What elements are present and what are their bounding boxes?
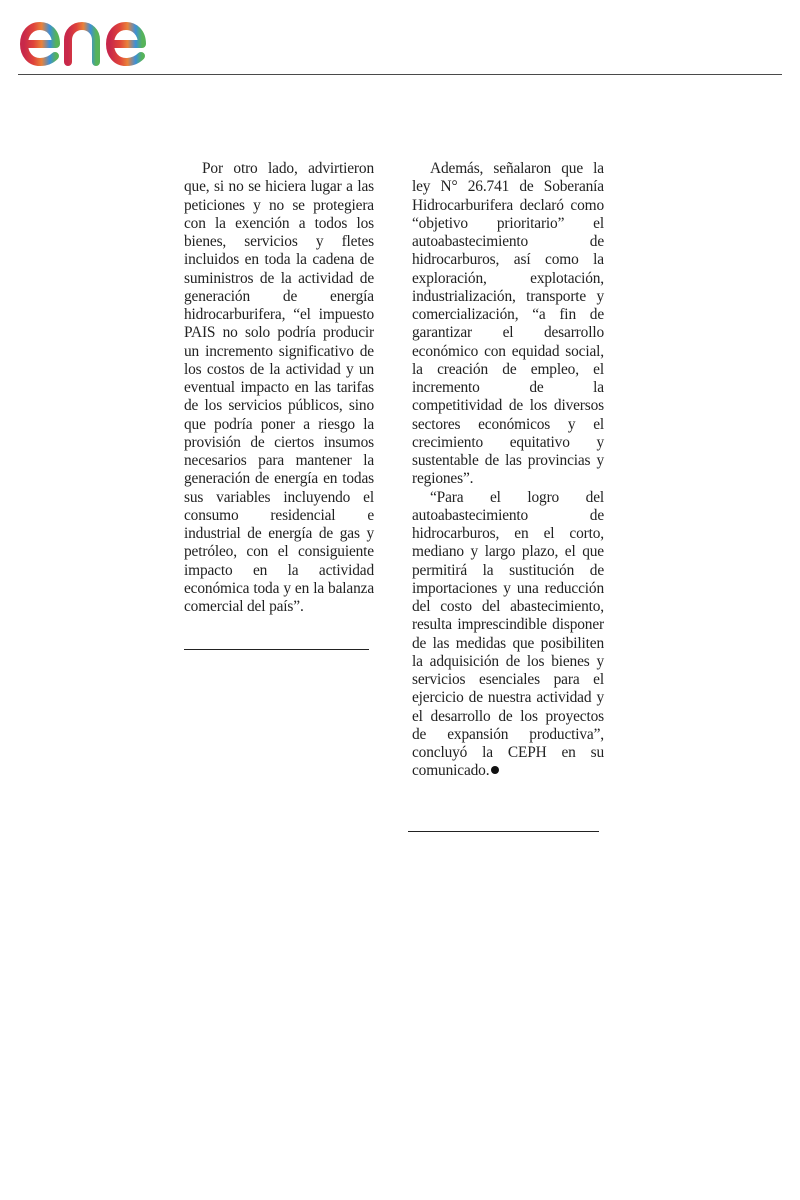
enel-logo xyxy=(18,4,180,68)
article-paragraph: “Para el logro del autoabastecimiento de hidrocarburos, en el corto, mediano y largo plazo, el que permitirá la sustitución de importaciones y una reducción del costo del abastecimiento, resulta imprescindible disponer de las medidas que posibiliten la adquisición de los bienes y servicios esenciales para el ejercicio de nuestra actividad y el desarrollo de los proyectos de expansión productiva”, concluyó la CEPH en su comunicado. xyxy=(412,488,604,780)
header-divider xyxy=(18,74,782,75)
page-header xyxy=(0,0,800,76)
article-left-column xyxy=(184,160,374,616)
article-paragraph: Por otro lado, advirtieron que, si no se hiciera lugar a las peticiones y no se protegiera con la exención a todos los bienes, servicios y fletes incluidos en toda la cadena de suministros de la actividad de generación de energía hidrocarburifera, “el impuesto PAIS no solo podría producir un incremento significativo de los costos de la actividad y un eventual impacto en las tarifas de los servicios públicos, sino que podría poner a riesgo la provisión de ciertos insumos necesarios para mantener la generación de energía en todas sus variables incluyendo el consumo residencial e industrial de energía de gas y petróleo, con el consiguiente impacto en la actividad económica toda y en la balanza comercial del país”. xyxy=(184,160,374,615)
end-of-article-bullet-icon xyxy=(491,766,499,774)
article-right-column xyxy=(412,160,604,781)
left-column-end-rule xyxy=(184,649,369,650)
article-paragraph: Además, señalaron que la ley N° 26.741 de Soberanía Hidrocarburifera declaró como “objetivo prioritario” el autoabastecimiento de hidrocarburos, así como la exploración, explotación, industrialización, transporte y comercialización, “a fin de garantizar el desarrollo económico con equidad social, la creación de empleo, el incremento de la competitividad de los diversos sectores económicos y el crecimiento equitativo y sustentable de las provincias y regiones”. xyxy=(412,160,604,488)
right-column-end-rule xyxy=(408,831,599,832)
